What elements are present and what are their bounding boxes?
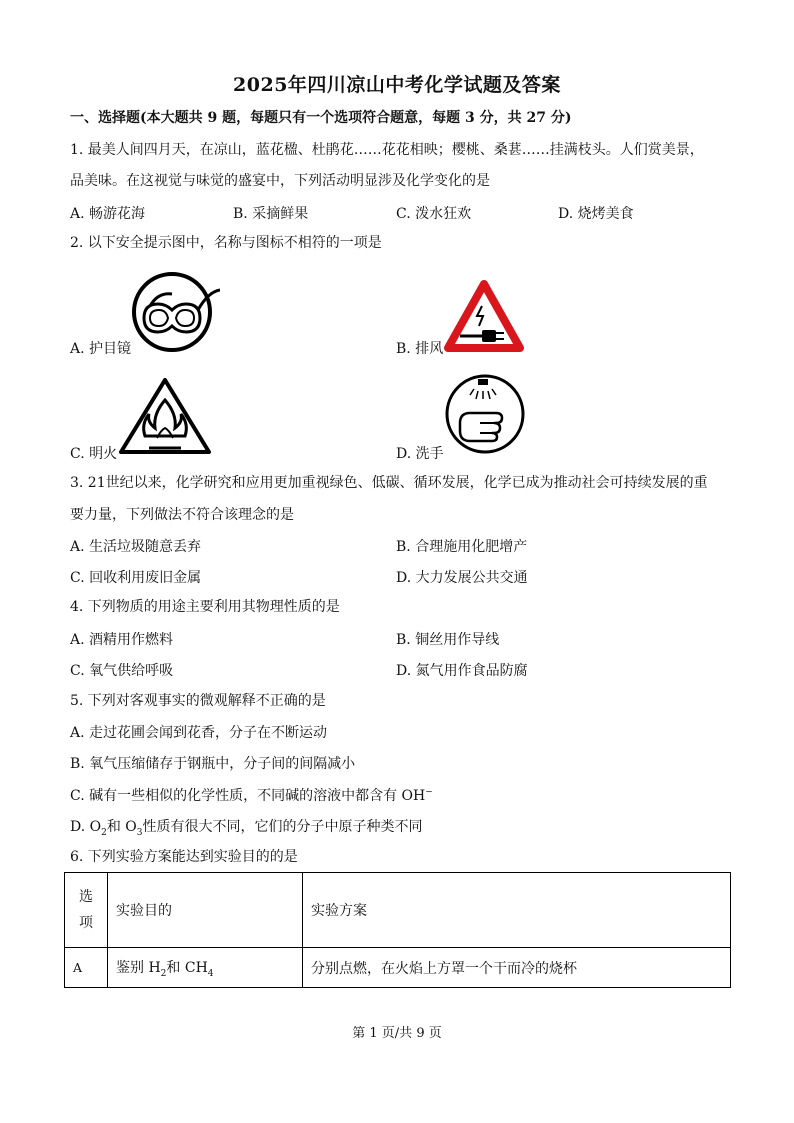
q2-option-a: A. 护目镜 bbox=[70, 341, 132, 357]
q3-option-b: B. 合理施用化肥增产 bbox=[396, 539, 528, 555]
q1-stem-line1: 1. 最美人间四月天，在凉山，蓝花楹、杜鹃花……花花相映；樱桃、桑葚……挂满枝头。人们赏美景， bbox=[70, 142, 704, 158]
table-header-row bbox=[65, 873, 731, 948]
page-title: 2025年四川凉山中考化学试题及答案 bbox=[233, 74, 561, 96]
table-row bbox=[65, 948, 731, 988]
row-a-plan: 分别点燃，在火焰上方罩一个干而冷的烧杯 bbox=[303, 948, 731, 988]
q6-table bbox=[64, 872, 731, 988]
q1-option-a: A. 畅游花海 bbox=[70, 206, 146, 222]
q5-option-a: A. 走过花圃会闻到花香，分子在不断运动 bbox=[70, 725, 328, 741]
q4-option-c: C. 氧气供给呼吸 bbox=[70, 663, 174, 679]
goggles-icon bbox=[130, 268, 220, 358]
q1-option-c: C. 泼水狂欢 bbox=[396, 206, 472, 222]
q3-option-d: D. 大力发展公共交通 bbox=[396, 570, 528, 586]
q2-stem: 2. 以下安全提示图中，名称与图标不相符的一项是 bbox=[70, 235, 382, 251]
page-footer: 第 1 页/共 9 页 bbox=[352, 1026, 442, 1041]
row-a-goal: 鉴别 $H_2$和 $CH_4$ bbox=[108, 948, 303, 988]
q1-option-b: B. 采摘鲜果 bbox=[233, 206, 309, 222]
row-a-option: A bbox=[65, 948, 108, 988]
q3-stem-line2: 要力量，下列做法不符合该理念的是 bbox=[70, 507, 294, 523]
electric-plug-warning-icon bbox=[444, 280, 524, 352]
q4-stem: 4. 下列物质的用途主要利用其物理性质的是 bbox=[70, 599, 340, 615]
q3-option-a: A. 生活垃圾随意丢弃 bbox=[70, 539, 202, 555]
q1-stem-line2: 品美味。在这视觉与味觉的盛宴中，下列活动明显涉及化学变化的是 bbox=[70, 173, 490, 189]
q4-option-b: B. 铜丝用作导线 bbox=[396, 632, 500, 648]
hand-wash-icon bbox=[444, 373, 526, 455]
q6-stem: 6. 下列实验方案能达到实验目的的是 bbox=[70, 849, 298, 865]
q5-option-c: C. 碱有一些相似的化学性质，不同碱的溶液中都含有 OH− bbox=[70, 787, 433, 804]
q1-option-d: D. 烧烤美食 bbox=[558, 206, 634, 222]
header-goal: 实验目的 bbox=[108, 873, 303, 948]
q3-option-c: C. 回收利用废旧金属 bbox=[70, 570, 202, 586]
header-option: 选项 bbox=[65, 873, 108, 948]
q3-stem-line1: 3. 21世纪以来，化学研究和应用更加重视绿色、低碳、循环发展，化学已成为推动社会可持续发展的重 bbox=[70, 475, 708, 491]
header-plan: 实验方案 bbox=[303, 873, 731, 948]
q5-option-b: B. 氧气压缩储存于钢瓶中，分子间的间隔减小 bbox=[70, 756, 356, 772]
q5-stem: 5. 下列对客观事实的微观解释不正确的是 bbox=[70, 693, 326, 709]
q2-option-b: B. 排风 bbox=[396, 341, 444, 357]
q4-option-a: A. 酒精用作燃料 bbox=[70, 632, 174, 648]
q5-option-d: D. $O_2$和 $O_3$性质有很大不同，它们的分子中原子种类不同 bbox=[70, 819, 423, 838]
q2-option-d: D. 洗手 bbox=[396, 446, 444, 462]
flame-warning-icon bbox=[117, 376, 213, 456]
q4-option-d: D. 氮气用作食品防腐 bbox=[396, 663, 528, 679]
section-heading: 一、选择题(本大题共 9 题，每题只有一个选项符合题意，每题 3 分，共 27 分) bbox=[70, 110, 572, 126]
q2-option-c: C. 明火 bbox=[70, 446, 118, 462]
